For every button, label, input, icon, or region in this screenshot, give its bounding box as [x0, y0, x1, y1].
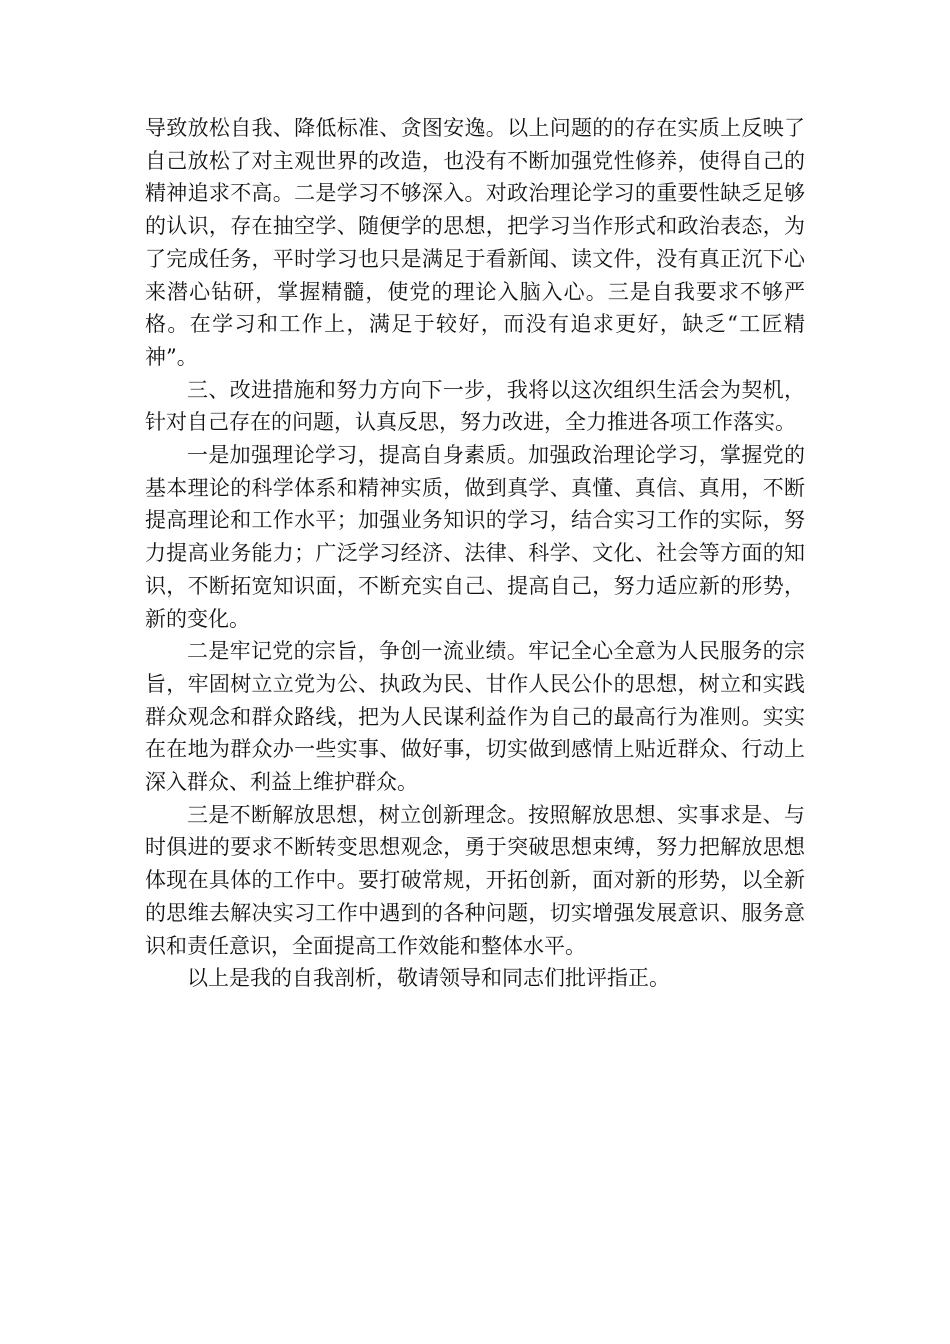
document-page: [145, 112, 805, 995]
paragraph-problems-continued: 导致放松自我、降低标准、贪图安逸。以上问题的的存在实质上反映了自己放松了对主观世界的改造，也没有不断加强党性修养，使得自己的精神追求不高。二是学习不够深入。对政治理论学习的重要性缺乏足够的认识，存在抽空学、随便学的思想，把学习当作形式和政治表态，为了完成任务，平时学习也只是满足于看新闻、读文件，没有真正沉下心来潜心钻研，掌握精髓，使党的理论入脑入心。三是自我要求不够严格。在学习和工作上，满足于较好，而没有追求更好，缺乏“工匠精神”。: [145, 116, 805, 369]
paragraph-closing: 以上是我的自我剖析，敬请领导和同志们批评指正。: [187, 966, 670, 991]
paragraph-theory-study: 一是加强理论学习，提高自身素质。加强政治理论学习，掌握党的基本理论的科学体系和精神实质，做到真学、真懂、真信、真用，不断提高理论和工作水平；加强业务知识的学习，结合实习工作的实际，努力提高业务能力；广泛学习经济、法律、科学、文化、社会等方面的知识，不断拓宽知识面，不断充实自己、提高自己，努力适应新的形势，新的变化。: [145, 443, 805, 631]
paragraph-party-purpose: 二是牢记党的宗旨，争创一流业绩。牢记全心全意为人民服务的宗旨，牢固树立立党为公、执政为民、甘作人民公仆的思想，树立和实践群众观念和群众路线，把为人民谋利益作为自己的最高行为准则。实实在在地为群众办一些实事、做好事，切实做到感情上贴近群众、行动上深入群众、利益上维护群众。: [145, 639, 805, 795]
paragraph-improvement-heading: 三、改进措施和努力方向下一步，我将以这次组织生活会为契机，针对自己存在的问题，认真反思，努力改进，全力推进各项工作落实。: [145, 377, 805, 435]
paragraph-innovation: 三是不断解放思想，树立创新理念。按照解放思想、实事求是、与时俱进的要求不断转变思想观念，勇于突破思想束缚，努力把解放思想体现在具体的工作中。要打破常规，开拓创新，面对新的形势，以全新的思维去解决实习工作中遇到的各种问题，切实增强发展意识、服务意识和责任意识，全面提高工作效能和整体水平。: [145, 802, 805, 958]
